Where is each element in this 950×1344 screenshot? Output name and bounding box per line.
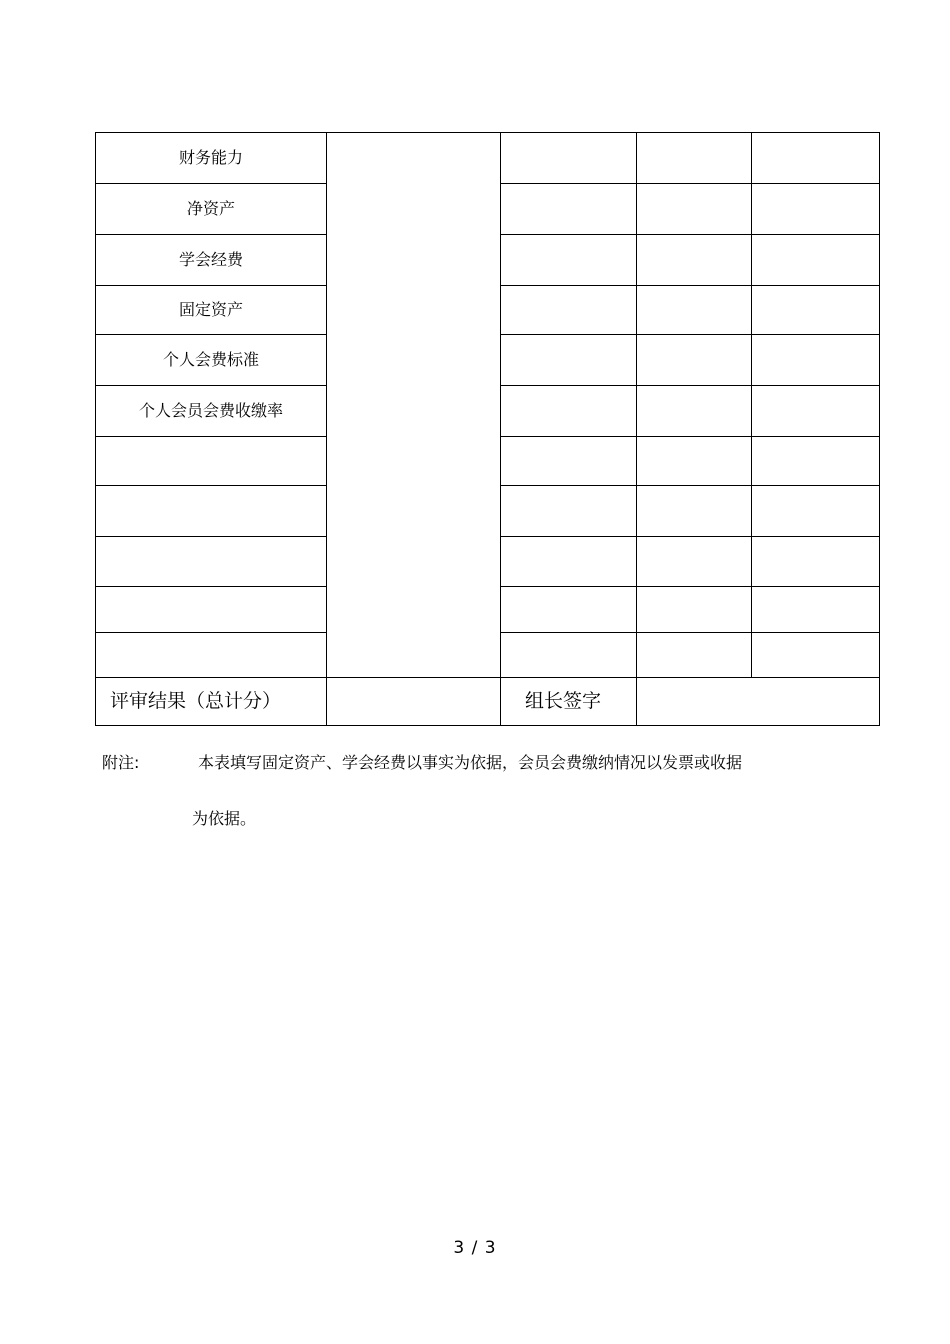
blank-cell: [637, 184, 752, 235]
blank-cell: [501, 286, 637, 335]
blank-cell: [501, 486, 637, 537]
row-label-financial-capacity: 财务能力: [96, 133, 327, 184]
blank-cell: [637, 437, 752, 486]
blank-cell: [501, 133, 637, 184]
signature-label: 组长签字: [501, 678, 637, 726]
blank-cell: [752, 235, 880, 286]
blank-cell: [752, 133, 880, 184]
row-label-fee-collection-rate: 个人会员会费收缴率: [96, 386, 327, 437]
blank-cell: [752, 633, 880, 678]
blank-cell: [501, 437, 637, 486]
blank-cell: [637, 537, 752, 587]
blank-cell: [752, 537, 880, 587]
blank-cell: [501, 537, 637, 587]
merged-blank-cell: [327, 133, 501, 678]
result-label: 评审结果（总计分）: [96, 678, 327, 726]
blank-cell: [752, 587, 880, 633]
blank-cell: [637, 286, 752, 335]
blank-cell: [637, 235, 752, 286]
blank-cell: [752, 335, 880, 386]
row-label-blank: [96, 633, 327, 678]
signature-cell: [637, 678, 880, 726]
blank-cell: [501, 587, 637, 633]
blank-cell: [501, 633, 637, 678]
blank-cell: [752, 486, 880, 537]
blank-cell: [501, 386, 637, 437]
blank-cell: [752, 437, 880, 486]
row-label-blank: [96, 437, 327, 486]
note-text-line1: 本表填写固定资产、学会经费以事实为依据，会员会费缴纳情况以发票或收据: [198, 753, 743, 772]
note-text-line2: 为依据。: [192, 809, 257, 828]
row-label-fixed-assets: 固定资产: [96, 286, 327, 335]
blank-cell: [501, 335, 637, 386]
blank-cell: [752, 286, 880, 335]
row-label-blank: [96, 587, 327, 633]
row-label-blank: [96, 486, 327, 537]
blank-cell: [637, 386, 752, 437]
blank-cell: [501, 184, 637, 235]
note-label: 附注:: [102, 753, 140, 772]
evaluation-table: [95, 132, 880, 726]
result-row: [96, 678, 880, 726]
blank-cell: [637, 486, 752, 537]
blank-cell: [637, 587, 752, 633]
blank-cell: [637, 335, 752, 386]
page-number: 3 / 3: [453, 1238, 497, 1258]
blank-cell: [637, 633, 752, 678]
row-label-blank: [96, 537, 327, 587]
blank-cell: [752, 184, 880, 235]
total-score-cell: [327, 678, 501, 726]
row-label-net-assets: 净资产: [96, 184, 327, 235]
blank-cell: [501, 235, 637, 286]
row-label-society-funds: 学会经费: [96, 235, 327, 286]
row-label-membership-fee-standard: 个人会费标准: [96, 335, 327, 386]
blank-cell: [752, 386, 880, 437]
blank-cell: [637, 133, 752, 184]
table-row: [96, 133, 880, 184]
